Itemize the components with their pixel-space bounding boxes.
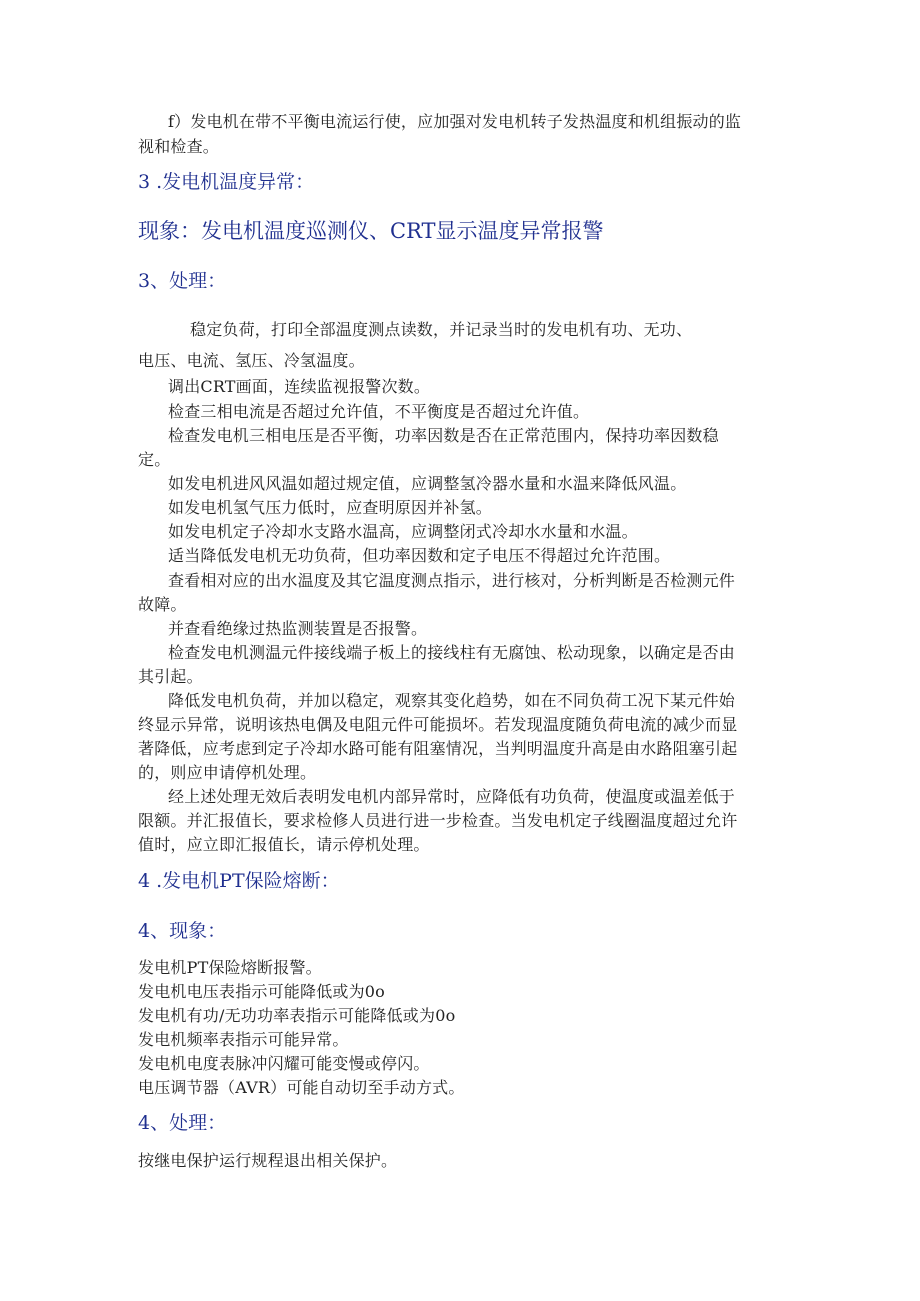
section-3-line: 稳定负荷，打印全部温度测点读数，并记录当时的发电机有功、无功、 xyxy=(190,320,693,339)
section-4-handling-line: 按继电保护运行规程退出相关保护。 xyxy=(138,1151,398,1170)
section-3-line: 其引起。 xyxy=(138,667,203,686)
section-4-phenomenon-line: 发电机频率表指示可能异常。 xyxy=(138,1030,349,1049)
section-3-handling-title: 3、处理： xyxy=(138,270,227,292)
section-3-line: 降低发电机负荷，并加以稳定，观察其变化趋势，如在不同负荷工况下某元件始 xyxy=(168,691,736,710)
section-4-phenomenon-line: 发电机PT保险熔断报警。 xyxy=(138,958,322,977)
section-3-line: 终显示异常，说明该热电偶及电阻元件可能损坏。若发现温度随负荷电流的减少而显 xyxy=(138,715,738,734)
intro-line-2: 视和检查。 xyxy=(138,137,220,156)
section-3-line: 的，则应申请停机处理。 xyxy=(138,763,317,782)
section-3-phenomenon: 现象：发电机温度巡测仪、CRT显示温度异常报警 xyxy=(138,219,604,243)
section-4-phenomenon-line: 发电机电度表脉冲闪耀可能变慢或停闪。 xyxy=(138,1054,430,1073)
section-3-title: 3 .发电机温度异常： xyxy=(138,171,315,193)
section-3-line: 限额。并汇报值长，要求检修人员进行进一步检查。当发电机定子线圈温度超过允许 xyxy=(138,811,738,830)
section-4-phenomenon-line: 发电机有功/无功功率表指示可能降低或为0o xyxy=(138,1006,456,1025)
section-3-line: 故障。 xyxy=(138,595,187,614)
section-4-phenomenon-title: 4、现象： xyxy=(138,920,227,942)
section-4-phenomenon-line: 发电机电压表指示可能降低或为0o xyxy=(138,982,386,1001)
section-3-line: 检查发电机测温元件接线端子板上的接线柱有无腐蚀、松动现象，以确定是否由 xyxy=(168,643,736,662)
section-3-line: 定。 xyxy=(138,450,171,469)
section-3-line: 电压、电流、氢压、冷氢温度。 xyxy=(138,351,365,370)
section-3-line: 著降低，应考虑到定子冷却水路可能有阻塞情况，当判明温度升高是由水路阻塞引起 xyxy=(138,739,738,758)
section-3-line: 检查发电机三相电压是否平衡，功率因数是否在正常范围内，保持功率因数稳 xyxy=(168,426,719,445)
section-3-line: 检查三相电流是否超过允许值，不平衡度是否超过允许值。 xyxy=(168,402,590,421)
intro-line-1: f）发电机在带不平衡电流运行使，应加强对发电机转子发热温度和机组振动的监 xyxy=(168,112,742,131)
section-3-line: 经上述处理无效后表明发电机内部异常时，应降低有功负荷，使温度或温差低于 xyxy=(168,787,736,806)
section-3-line: 适当降低发电机无功负荷，但功率因数和定子电压不得超过允许范围。 xyxy=(168,546,671,565)
section-3-line: 如发电机进风风温如超过规定值，应调整氢冷器水量和水温来降低风温。 xyxy=(168,474,687,493)
section-4-phenomenon-line: 电压调节器（AVR）可能自动切至手动方式。 xyxy=(138,1078,465,1097)
section-3-line: 并查看绝缘过热监测装置是否报警。 xyxy=(168,619,428,638)
section-3-line: 如发电机定子冷却水支路水温高，应调整闭式冷却水水量和水温。 xyxy=(168,522,638,541)
section-3-line: 查看相对应的出水温度及其它温度测点指示，进行核对，分析判断是否检测元件 xyxy=(168,571,736,590)
section-3-line: 值时，应立即汇报值长，请示停机处理。 xyxy=(138,835,430,854)
section-3-line: 调出CRT画面，连续监视报警次数。 xyxy=(168,377,431,396)
section-3-line: 如发电机氢气压力低时，应查明原因并补氢。 xyxy=(168,498,493,517)
section-4-title: 4 .发电机PT保险熔断： xyxy=(138,870,340,892)
section-4-handling-title: 4、处理： xyxy=(138,1112,227,1134)
